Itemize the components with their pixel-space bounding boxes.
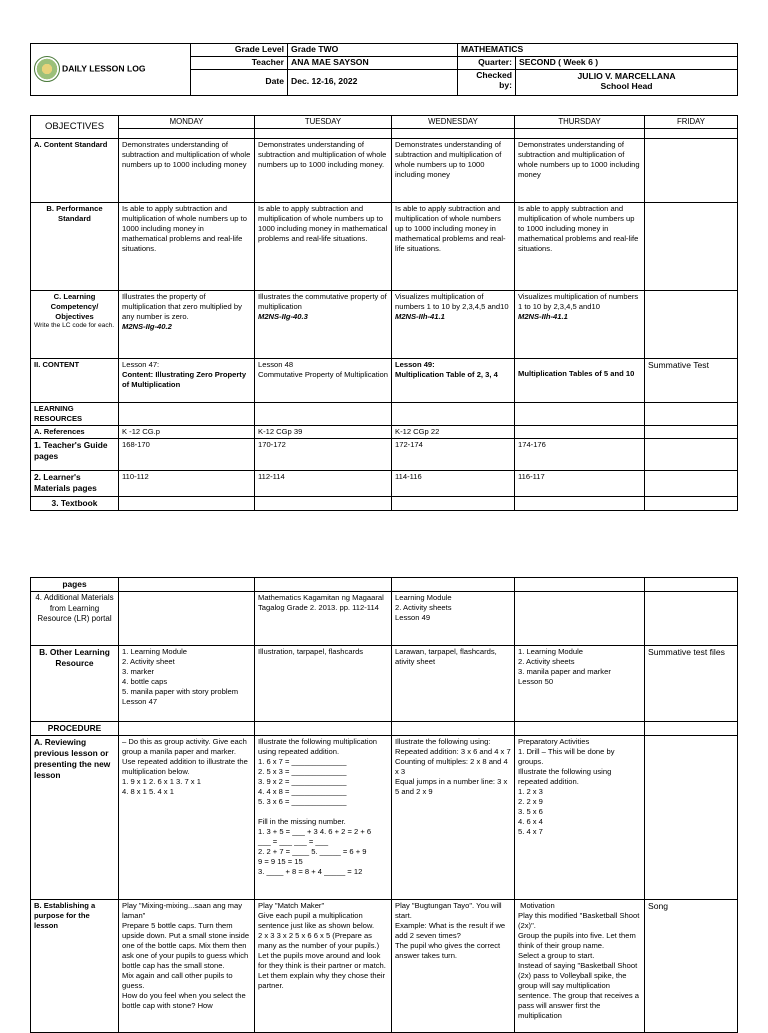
teacher-value: ANA MAE SAYSON bbox=[288, 56, 458, 69]
lc-code-wed: M2NS-IIh-41.1 bbox=[395, 312, 445, 322]
content-standard-fri bbox=[645, 139, 738, 203]
date-value: Dec. 12-16, 2022 bbox=[288, 69, 458, 95]
establishing-label: B. Establishing a purpose for the lesson bbox=[31, 900, 119, 1033]
lm-pages-fri bbox=[645, 471, 738, 496]
content-standard-wed: Demonstrates understanding of subtraction and multiplication of whole numbers up to 1000 including money bbox=[392, 139, 515, 203]
other-resource-fri: Summative test files bbox=[645, 646, 738, 722]
objectives-heading: OBJECTIVES bbox=[31, 116, 119, 139]
content-standard-thu: Demonstrates understanding of subtraction and multiplication of whole numbers up to 1000 including money bbox=[515, 139, 645, 203]
lesson-table-part-1 bbox=[30, 115, 737, 511]
other-resource-label: B. Other Learning Resource bbox=[31, 646, 119, 722]
reviewing-tue: Illustrate the following multiplication using repeated addition. 1. 6 x 7 = _____________ 2. 5 x 3 = _____________ 3. 9 x 2 = _____________ 4. 4 x 8 = _____________ 5. 3 x 6 = _____________ Fill in the missing number. 1. 3 + 5 = ___ + 3 4. 6 + 2 = 2 + 6 ___ = ___ ___ = ___ 2. 2 + 7 = ____ 5. _____ = 6 + 9 9 = 9 15 = 15 3. ____ + 8 = 8 + 4 _____ = 12 bbox=[255, 736, 392, 900]
lm-pages-tue: 112-114 bbox=[255, 471, 392, 496]
establishing-wed: Play "Bugtungan Tayo". You will start. Example: What is the result if we add 2 seven times? The pupil who gives the correct answer takes turn. bbox=[392, 900, 515, 1033]
performance-standard-mon: Is able to apply subtraction and multiplication of whole numbers up to 1000 including money in mathematical problems and real-life situations. bbox=[119, 203, 255, 291]
other-resource-thu: 1. Learning Module 2. Activity sheets 3. manila paper and marker Lesson 50 bbox=[515, 646, 645, 722]
references-thu bbox=[515, 426, 645, 439]
content-tue: Lesson 48 Commutative Property of Multiplication bbox=[255, 359, 392, 403]
header-section bbox=[30, 43, 737, 96]
quarter-label: Quarter: bbox=[458, 56, 516, 69]
references-tue: K-12 CGp 39 bbox=[255, 426, 392, 439]
competency-thu: Visualizes multiplication of numbers 1 to 10 by 2,3,4,5 and10 M2NS-IIh-41.1 bbox=[515, 291, 645, 359]
lm-pages-mon: 110-112 bbox=[119, 471, 255, 496]
reviewing-wed: Illustrate the following using: Repeated addition: 3 x 6 and 4 x 7 Counting of multiples: 2 x 8 and 4 x 3 Equal jumps in a number line: 3 x 5 and 2 x 9 bbox=[392, 736, 515, 900]
lc-code-mon: M2NS-IIg-40.2 bbox=[122, 322, 172, 332]
performance-standard-label: B. Performance Standard bbox=[31, 203, 119, 291]
additional-materials-label: 4. Additional Materials from Learning Resource (LR) portal bbox=[31, 592, 119, 646]
additional-fri bbox=[645, 592, 738, 646]
competency-tue: Illustrates the commutative property of multiplication M2NS-IIg-40.3 bbox=[255, 291, 392, 359]
competency-fri bbox=[645, 291, 738, 359]
day-monday: MONDAY bbox=[119, 116, 255, 129]
lm-pages-wed: 114-116 bbox=[392, 471, 515, 496]
content-standard-label: A. Content Standard bbox=[31, 139, 119, 203]
day-friday: FRIDAY bbox=[645, 116, 738, 129]
learning-resources-label: LEARNING RESOURCES bbox=[31, 403, 119, 426]
tg-pages-mon: 168-170 bbox=[119, 439, 255, 471]
reviewing-mon: – Do this as group activity. Give each group a manila paper and marker. Use repeated addition to illustrate the multiplication below. 1. 9 x 1 2. 6 x 1 3. 7 x 1 4. 8 x 1 5. 4 x 1 bbox=[119, 736, 255, 900]
day-tuesday: TUESDAY bbox=[255, 116, 392, 129]
content-thu: Multiplication Tables of 5 and 10 bbox=[515, 359, 645, 403]
establishing-mon: Play "Mixing-mixing...saan ang may laman" Prepare 5 bottle caps. Turn them upside down. Put a small stone inside one of the bottle caps. Mix them then ask one of your pupils to guess which bottle cap has the small stone. Mix again and call other pupils to guess. How do you feel when you select the bottle cap with stone? How bbox=[119, 900, 255, 1033]
deped-seal-icon bbox=[34, 56, 60, 82]
other-resource-wed: Larawan, tarpapel, flashcards, ativity sheet bbox=[392, 646, 515, 722]
checked-by-label: Checked by: bbox=[458, 69, 516, 95]
performance-standard-wed: Is able to apply subtraction and multiplication of whole numbers up to 1000 including money in mathematical problems and real-life situations. bbox=[392, 203, 515, 291]
checker-name: JULIO V. MARCELLANA bbox=[577, 71, 676, 82]
tg-pages-wed: 172-174 bbox=[392, 439, 515, 471]
performance-standard-tue: Is able to apply subtraction and multiplication of whole numbers up to 1000 including money in mathematical problems and real-life situations. bbox=[255, 203, 392, 291]
references-label: A. References bbox=[31, 426, 119, 439]
quarter-value: SECOND ( Week 6 ) bbox=[516, 56, 738, 69]
tg-pages-label: 1. Teacher's Guide pages bbox=[31, 439, 119, 471]
grade-level-label: Grade Level bbox=[191, 44, 288, 57]
textbook-pages-label: pages bbox=[31, 578, 119, 592]
lm-pages-label: 2. Learner's Materials pages bbox=[31, 471, 119, 496]
content-fri: Summative Test bbox=[645, 359, 738, 403]
additional-wed: Learning Module 2. Activity sheets Lesson 49 bbox=[392, 592, 515, 646]
tg-pages-fri bbox=[645, 439, 738, 471]
establishing-tue: Play "Match Maker" Give each pupil a multiplication sentence just like as shown below. 2 x 3 3 x 2 5 x 6 6 x 5 (Prepare as many as the number of your pupils.) Let the pupils move around and look for they think is their partner or match. Let them explain why they chose their partner. bbox=[255, 900, 392, 1033]
performance-standard-thu: Is able to apply subtraction and multiplication of whole numbers up to 1000 including money in mathematical problems and real-life situations. bbox=[515, 203, 645, 291]
lesson-table bbox=[30, 115, 738, 511]
other-resource-tue: Illustration, tarpapel, flashcards bbox=[255, 646, 392, 722]
competency-wed: Visualizes multiplication of numbers 1 to 10 by 2,3,4,5 and10 M2NS-IIh-41.1 bbox=[392, 291, 515, 359]
performance-standard-fri bbox=[645, 203, 738, 291]
content-wed: Lesson 49: Multiplication Table of 2, 3, 4 bbox=[392, 359, 515, 403]
grade-level-value: Grade TWO bbox=[288, 44, 458, 57]
lc-code-thu: M2NS-IIh-41.1 bbox=[518, 312, 568, 322]
references-wed: K-12 CGp 22 bbox=[392, 426, 515, 439]
references-mon: K -12 CG.p bbox=[119, 426, 255, 439]
teacher-label: Teacher bbox=[191, 56, 288, 69]
additional-tue: Mathematics Kagamitan ng Magaaral Tagalog Grade 2. 2013. pp. 112-114 bbox=[255, 592, 392, 646]
content-mon: Lesson 47: Content: Illustrating Zero Property of Multiplication bbox=[119, 359, 255, 403]
checker-title: School Head bbox=[600, 81, 653, 92]
lm-pages-thu: 116-117 bbox=[515, 471, 645, 496]
competency-label-cell bbox=[31, 291, 119, 359]
header-title: DAILY LESSON LOG bbox=[62, 63, 146, 74]
content-standard-tue: Demonstrates understanding of subtraction and multiplication of whole numbers up to 1000 including money. bbox=[255, 139, 392, 203]
tg-pages-thu: 174-176 bbox=[515, 439, 645, 471]
competency-mon: Illustrates the property of multiplication that zero multiplied by any number is zero. M2NS-IIg-40.2 bbox=[119, 291, 255, 359]
lesson-table-part-2 bbox=[30, 577, 737, 1033]
content-label: II. CONTENT bbox=[31, 359, 119, 403]
day-thursday: THURSDAY bbox=[515, 116, 645, 129]
competency-note: Write the LC code for each. bbox=[34, 322, 115, 330]
content-standard-mon: Demonstrates understanding of subtraction and multiplication of whole numbers up to 1000 including money bbox=[119, 139, 255, 203]
additional-mon bbox=[119, 592, 255, 646]
day-wednesday: WEDNESDAY bbox=[392, 116, 515, 129]
references-fri bbox=[645, 426, 738, 439]
procedure-label: PROCEDURE bbox=[31, 722, 119, 736]
textbook-label: 3. Textbook bbox=[31, 496, 119, 510]
reviewing-fri bbox=[645, 736, 738, 900]
header-table bbox=[30, 43, 738, 96]
subject-value: MATHEMATICS bbox=[458, 44, 738, 57]
date-label: Date bbox=[191, 69, 288, 95]
lc-code-tue: M2NS-IIg-40.3 bbox=[258, 312, 308, 322]
tg-pages-tue: 170-172 bbox=[255, 439, 392, 471]
lesson-table-continued bbox=[30, 577, 738, 1033]
establishing-fri: Song bbox=[645, 900, 738, 1033]
checker-cell bbox=[516, 69, 738, 95]
reviewing-label: A. Reviewing previous lesson or presenting the new lesson bbox=[31, 736, 119, 900]
additional-thu bbox=[515, 592, 645, 646]
reviewing-thu: Preparatory Activities 1. Drill – This will be done by groups. Illustrate the following using repeated addition. 1. 2 x 3 2. 2 x 9 3. 5 x 6 4. 6 x 4 5. 4 x 7 bbox=[515, 736, 645, 900]
header-title-cell bbox=[31, 44, 191, 96]
establishing-thu: Motivation Play this modified "Basketball Shoot (2x)". Group the pupils into five. Let them think of their group name. Select a group to start. Instead of saying "Basketball Shoot (2x) pass to Volleyball spike, the group will say multiplication sentence. The group that receives a pass will answer first the multiplication bbox=[515, 900, 645, 1033]
other-resource-mon: 1. Learning Module 2. Activity sheet 3. marker 4. bottle caps 5. manila paper with story problem Lesson 47 bbox=[119, 646, 255, 722]
competency-label: C. Learning Competency/ Objectives bbox=[50, 292, 99, 322]
